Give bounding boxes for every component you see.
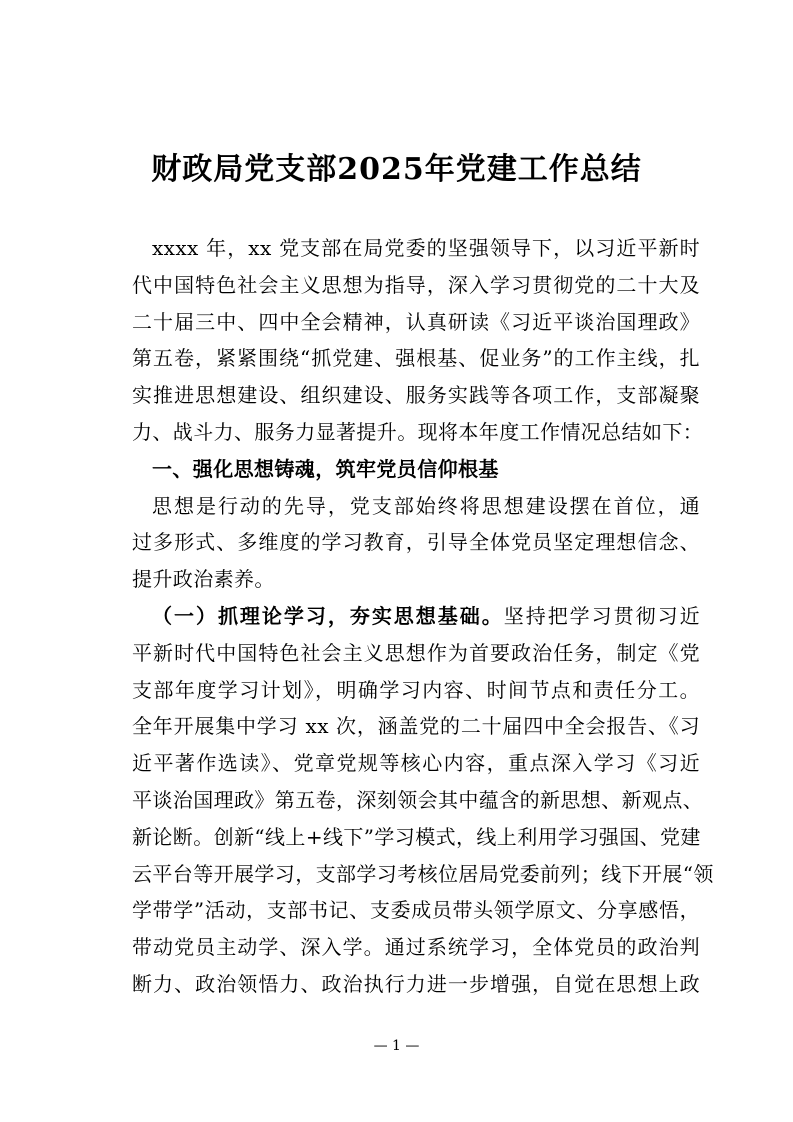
subsection1-line: 学带学”活动，支部书记、支委成员带头领学原文、分享感悟，: [132, 898, 700, 923]
intro-line: 代中国特色社会主义思想为指导，深入学习贯彻党的二十大及: [132, 272, 700, 297]
intro-paragraph: [132, 230, 704, 451]
subsection1-first-text: 坚持把学习贯彻习近: [503, 603, 700, 628]
intro-line: 第五卷，紧紧围绕“抓党建、强根基、促业务”的工作主线，扎: [132, 346, 700, 371]
subsection1-line: 全年开展集中学习 xx 次，涵盖党的二十届四中全会报告、《习: [132, 714, 700, 739]
subsection1-paragraph: [132, 598, 714, 1003]
section1-line: 过多形式、多维度的学习教育，引导全体党员坚定理想信念、: [132, 530, 700, 555]
section-heading: 一、强化思想铸魂，筑牢党员信仰根基: [152, 456, 499, 481]
subsection1-line: 新论断。创新“线上+线下”学习模式，线上利用学习强国、党建: [132, 824, 701, 849]
page-number: — 1 —: [373, 1038, 420, 1054]
subsection-heading: （一）抓理论学习，夯实思想基础。: [152, 603, 504, 628]
intro-line: 二十届三中、四中全会精神，认真研读《习近平谈治国理政》: [132, 309, 700, 334]
subsection1-line: 支部年度学习计划》，明确学习内容、时间节点和责任分工。: [132, 677, 700, 702]
subsection1-line: 云平台等开展学习，支部学习考核位居局党委前列；线下开展“领: [132, 861, 714, 886]
section1-paragraph: [132, 488, 700, 598]
subsection1-line: 带动党员主动学、深入学。通过系统学习，全体党员的政治判: [132, 935, 700, 960]
subsection1-line: 平谈治国理政》第五卷，深刻领会其中蕴含的新思想、新观点、: [132, 787, 704, 812]
subsection1-line: 近平著作选读》、党章党规等核心内容，重点深入学习《习近: [132, 751, 700, 776]
document-title: 财政局党支部2025年党建工作总结: [151, 152, 642, 187]
intro-line: 实推进思想建设、组织建设、服务实践等各项工作，支部凝聚: [132, 383, 700, 408]
subsection1-line: 断力、政治领悟力、政治执行力进一步增强，自觉在思想上政: [132, 971, 700, 996]
intro-line: 力、战斗力、服务力显著提升。现将本年度工作情况总结如下：: [132, 419, 704, 444]
section1-line: 提升政治素养。: [132, 567, 275, 592]
subsection1-first-line: [132, 598, 700, 635]
subsection1-line: 平新时代中国特色社会主义思想作为首要政治任务，制定《党: [132, 640, 700, 665]
intro-line: xxxx 年，xx 党支部在局党委的坚强领导下，以习近平新时: [152, 236, 700, 260]
section1-line: 思想是行动的先导，党支部始终将思想建设摆在首位，通: [152, 493, 700, 518]
document-body: [132, 230, 714, 1003]
